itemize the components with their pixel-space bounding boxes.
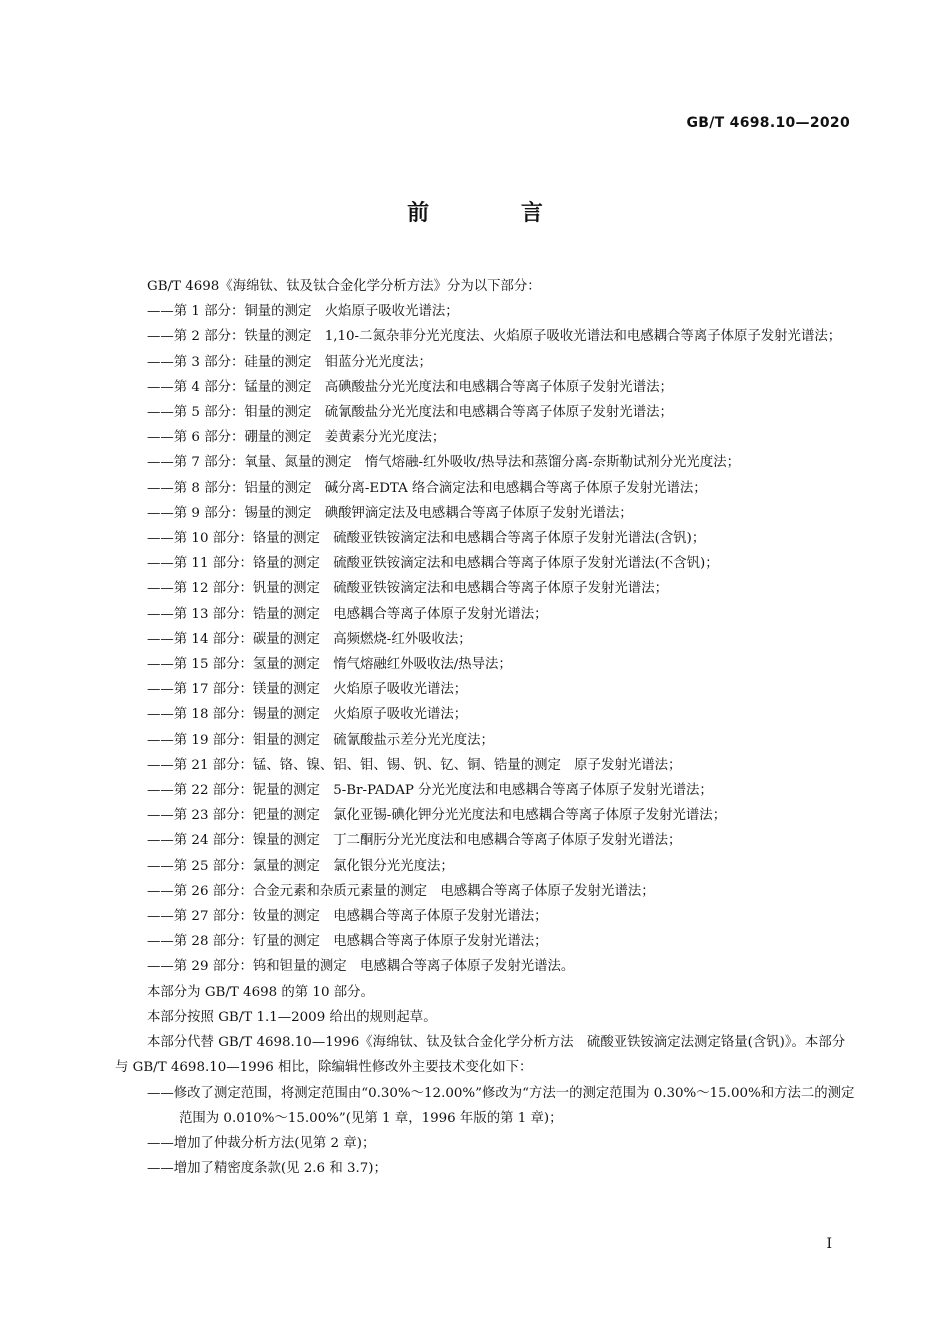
list-item: ——第 5 部分：钼量的测定 硫氰酸盐分光光度法和电感耦合等离子体原子发射光谱法； (147, 405, 673, 421)
list-item: ——增加了精密度条款(见 2.6 和 3.7)； (147, 1161, 387, 1177)
document-body (115, 274, 855, 1181)
parts-list (115, 299, 855, 979)
page-number: I (826, 1236, 832, 1252)
intro-paragraph: GB/T 4698《海绵钛、钛及钛合金化学分析方法》分为以下部分： (147, 279, 541, 294)
standard-number: GB/T 4698.10—2020 (686, 115, 850, 131)
list-item: ——第 18 部分：锡量的测定 火焰原子吸收光谱法； (147, 707, 468, 723)
list-item: ——第 25 部分：氯量的测定 氯化银分光光度法； (147, 858, 454, 874)
list-item: ——第 10 部分：铬量的测定 硫酸亚铁铵滴定法和电感耦合等离子体原子发射光谱法(含钒)； (147, 531, 706, 547)
list-item: ——第 13 部分：锆量的测定 电感耦合等离子体原子发射光谱法； (147, 606, 548, 622)
list-item: ——第 28 部分：钌量的测定 电感耦合等离子体原子发射光谱法； (147, 934, 548, 950)
list-item: ——第 7 部分：氧量、氮量的测定 惰气熔融-红外吸收/热导法和蒸馏分离-奈斯勒试剂分光光度法； (147, 455, 740, 471)
list-item: ——第 9 部分：锡量的测定 碘酸钾滴定法及电感耦合等离子体原子发射光谱法； (147, 505, 633, 521)
list-item: ——第 6 部分：硼量的测定 姜黄素分光光度法； (147, 430, 446, 446)
changes-list (115, 1081, 855, 1182)
replace-paragraph: 本部分代替 GB/T 4698.10—1996《海绵钛、钛及钛合金化学分析方法 硫酸亚铁铵滴定法测定铬量(含钒)》。本部分与 GB/T 4698.10—1996 相比，除编辑性修改外主要技术变化如下： (115, 1035, 846, 1076)
list-item: ——第 12 部分：钒量的测定 硫酸亚铁铵滴定法和电感耦合等离子体原子发射光谱法； (147, 581, 669, 597)
list-item: ——第 22 部分：铌量的测定 5-Br-PADAP 分光光度法和电感耦合等离子体原子发射光谱法； (147, 783, 713, 799)
list-item: ——第 4 部分：锰量的测定 高碘酸盐分光光度法和电感耦合等离子体原子发射光谱法； (147, 379, 673, 395)
list-item: ——第 29 部分：钨和钽量的测定 电感耦合等离子体原子发射光谱法。 (147, 959, 575, 975)
list-item: ——第 23 部分：钯量的测定 氯化亚锡-碘化钾分光光度法和电感耦合等离子体原子发射光谱法； (147, 808, 727, 824)
list-item: ——第 8 部分：铝量的测定 碱分离-EDTA 络合滴定法和电感耦合等离子体原子发射光谱法； (147, 480, 707, 496)
list-item: ——第 24 部分：镍量的测定 丁二酮肟分光光度法和电感耦合等离子体原子发射光谱法； (147, 833, 682, 849)
list-item: ——第 2 部分：铁量的测定 1,10-二氮杂菲分光光度法、火焰原子吸收光谱法和电感耦合等离子体原子发射光谱法； (147, 329, 842, 345)
list-item: ——第 1 部分：铜量的测定 火焰原子吸收光谱法； (147, 304, 459, 320)
list-item: ——修改了测定范围，将测定范围由“0.30%～12.00%”修改为“方法一的测定范围为 0.30%～15.00%和方法二的测定范围为 0.010%～15.00%”(见第 1 章，1996 年版的第 1 章)； (147, 1085, 855, 1126)
list-item: ——增加了仲裁分析方法(见第 2 章)； (147, 1135, 376, 1151)
list-item: ——第 17 部分：镁量的测定 火焰原子吸收光谱法； (147, 682, 468, 698)
rules-paragraph: 本部分按照 GB/T 1.1—2009 给出的规则起草。 (147, 1009, 437, 1025)
list-item: ——第 11 部分：铬量的测定 硫酸亚铁铵滴定法和电感耦合等离子体原子发射光谱法(不含钒)； (147, 556, 719, 572)
list-item: ——第 21 部分：锰、铬、镍、铝、钼、锡、钒、钇、铜、锆量的测定 原子发射光谱法； (147, 757, 682, 773)
list-item: ——第 27 部分：钕量的测定 电感耦合等离子体原子发射光谱法； (147, 909, 548, 925)
list-item: ——第 19 部分：钼量的测定 硫氰酸盐示差分光光度法； (147, 732, 494, 748)
list-item: ——第 3 部分：硅量的测定 钼蓝分光光度法； (147, 354, 432, 370)
list-item: ——第 26 部分：合金元素和杂质元素量的测定 电感耦合等离子体原子发射光谱法； (147, 883, 655, 899)
part-paragraph: 本部分为 GB/T 4698 的第 10 部分。 (147, 984, 374, 1000)
list-item: ——第 15 部分：氢量的测定 惰气熔融红外吸收法/热导法； (147, 657, 512, 673)
list-item: ——第 14 部分：碳量的测定 高频燃烧-红外吸收法； (147, 631, 472, 647)
page-title: 前 言 (407, 201, 585, 226)
